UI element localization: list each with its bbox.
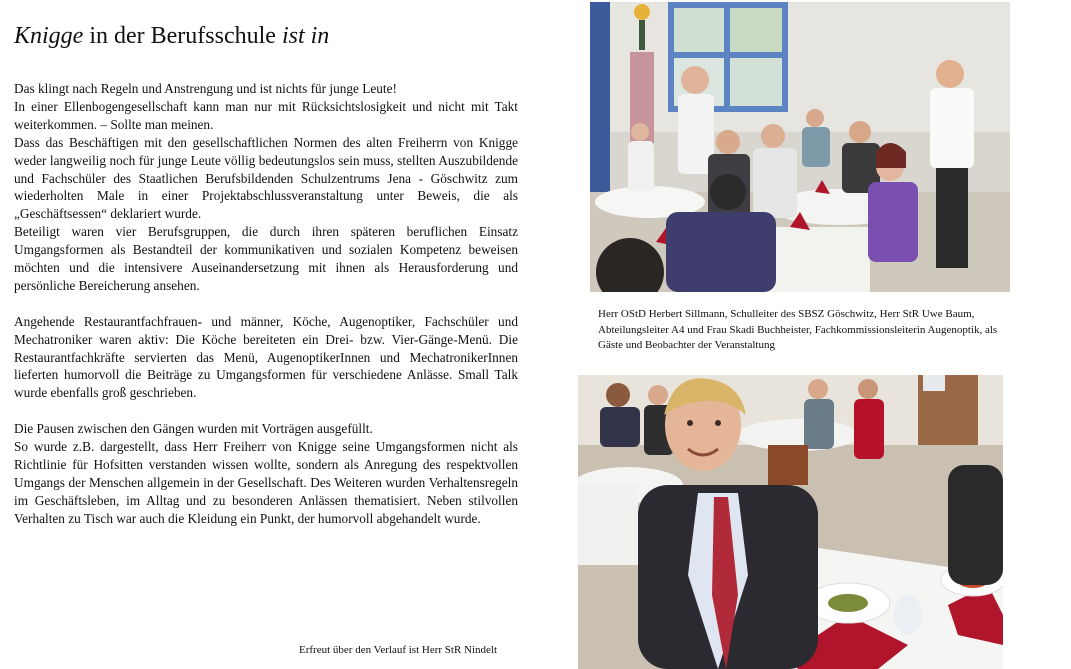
- photo-1-caption: Herr OStD Herbert Sillmann, Schulleiter des SBSZ Göschwitz, Herr StR Uwe Baum, Abteilungsleiter A4 und Frau Skadi Buchheister, Fachkommissionsleiterin Augenoptik, als Gäste und Beobachter der Veranstaltung: [598, 308, 998, 351]
- paragraph: Das klingt nach Regeln und Anstrengung und ist nichts für junge Leute!: [14, 81, 397, 96]
- event-photo-teacher: [578, 375, 1003, 669]
- photo-2-caption: Erfreut über den Verlauf ist Herr StR Nindelt: [299, 644, 498, 656]
- paragraph: Dass das Beschäftigen mit den gesellschaftlichen Normen des alten Freiherrn von Knigge weder langweilig noch für junge Leute völlig bedeutungslos sein muss, stellten Auszubildende und Fachschüler des Staatlichen Berufsbildenden Schulzentrums Jena - Göschwitz zum wiederholten Male in einer Projektabschlussveranstaltung unter Beweis, die als „Geschäftsessen“ deklariert wurde.: [14, 134, 518, 222]
- page-title: [14, 22, 329, 50]
- title-part-1: Knigge: [14, 23, 84, 49]
- paragraph: In einer Ellenbogengesellschaft kann man nur mit Rücksichtslosigkeit und nicht mit Takt weiterkommen. – Sollte man meinen.: [14, 98, 518, 132]
- title-part-2: in der Berufsschule: [83, 23, 282, 49]
- article-body: [14, 80, 518, 528]
- paragraph: Beteiligt waren vier Berufsgruppen, die durch ihren späteren beruflichen Einsatz Umgangsformen als Bestandteil der kommunikativen und sozialen Kompetenz beweisen möchten und die intensivere Auseinandersetzung mit ihnen als Herausforderung und persönliche Bereicherung ansehen.: [14, 224, 518, 293]
- paragraph: Die Pausen zwischen den Gängen wurden mit Vorträgen ausgefüllt.: [14, 421, 373, 437]
- paragraph: So wurde z.B. dargestellt, dass Herr Freiherr von Knigge seine Umgangsformen nicht als Richtlinie für Hofsitten verstanden wissen wollte, sondern als Anregung des respektvollen Umgangs der Menschen allgemein in der Gesellschaft. Des Weiteren wurden Verhaltensregeln im Geschäftsleben, im Alltag und zu besonderen Anlässen thematisiert. Neben stilvollen Verhalten zu Tisch war auch die Kleidung ein Punkt, der humorvoll abgehandelt wurde.: [14, 439, 518, 526]
- paragraph: Angehende Restaurantfachfrauen- und männer, Köche, Augenoptiker, Fachschüler und Mechatroniker waren aktiv: Die Köche bereiteten ein Drei- bzw. Vier-Gänge-Menü. Die Restaurantfachkräfte servierten das Menü, AugenoptikerInnen und MechatronikerInnen lieferten humorvoll die Beiträge zu Umgangsformen für verschiedene Anlässe. Small Talk wurde ebenfalls groß geschrieben.: [14, 313, 518, 401]
- event-photo-guests: [590, 2, 1010, 292]
- title-part-3: ist in: [281, 23, 330, 49]
